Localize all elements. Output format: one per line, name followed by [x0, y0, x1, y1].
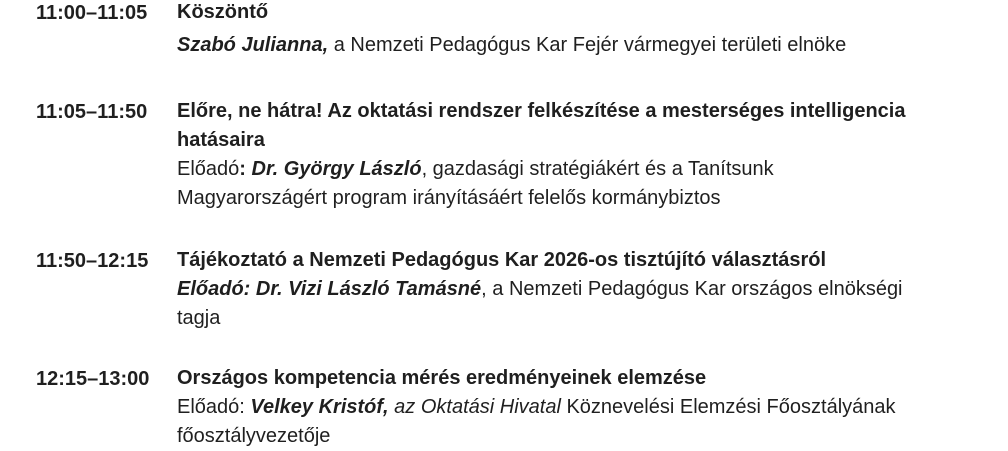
agenda-speaker	[177, 155, 977, 213]
agenda-speaker	[177, 31, 977, 60]
speaker-role: , gazdasági stratégiákért és a Tanítsunk	[421, 158, 774, 180]
agenda-content	[177, 364, 977, 451]
speaker-role: tagja	[177, 307, 221, 329]
speaker-name: Velkey Kristóf,	[250, 396, 389, 418]
agenda-time: 11:00–11:05	[36, 2, 148, 24]
agenda-title: Tájékoztató a Nemzeti Pedagógus Kar 2026-os tisztújító választásról	[177, 249, 827, 271]
speaker-name: Előadó: Dr. Vizi László Tamásné	[177, 278, 482, 300]
speaker-role: , a Nemzeti Pedagógus Kar országos elnökségi	[481, 278, 903, 300]
agenda-time: 11:05–11:50	[36, 101, 148, 123]
agenda-title-line: Előre, ne hátra! Az oktatási rendszer felkészítése a mesterséges intelligencia	[177, 100, 906, 122]
speaker-label: Előadó	[177, 158, 240, 180]
speaker-org: az Oktatási Hivatal	[388, 396, 561, 418]
agenda-speaker	[177, 275, 977, 333]
speaker-role: Magyarországért program irányításáért felelős kormánybiztos	[177, 187, 721, 209]
agenda-content	[177, 97, 977, 213]
speaker-role: főosztályvezetője	[177, 425, 331, 447]
speaker-name: Szabó Julianna,	[177, 34, 329, 56]
agenda-title: Köszöntő	[177, 1, 269, 23]
agenda-time: 12:15–13:00	[36, 368, 150, 390]
speaker-label: Előadó	[177, 396, 240, 418]
speaker-role: Köznevelési Elemzési Főosztályának	[560, 396, 896, 418]
agenda-title: Országos kompetencia mérés eredményeinek elemzése	[177, 367, 707, 389]
agenda-title-line: hatásaira	[177, 129, 265, 151]
speaker-colon: :	[239, 158, 252, 180]
speaker-colon: :	[239, 396, 251, 418]
agenda-time: 11:50–12:15	[36, 250, 149, 272]
agenda-content	[177, 0, 977, 60]
speaker-role: a Nemzeti Pedagógus Kar Fejér vármegyei területi elnöke	[328, 34, 847, 56]
speaker-name: Dr. György László	[251, 158, 422, 180]
agenda-content	[177, 246, 977, 333]
agenda-title	[177, 97, 977, 155]
agenda-speaker	[177, 393, 977, 451]
